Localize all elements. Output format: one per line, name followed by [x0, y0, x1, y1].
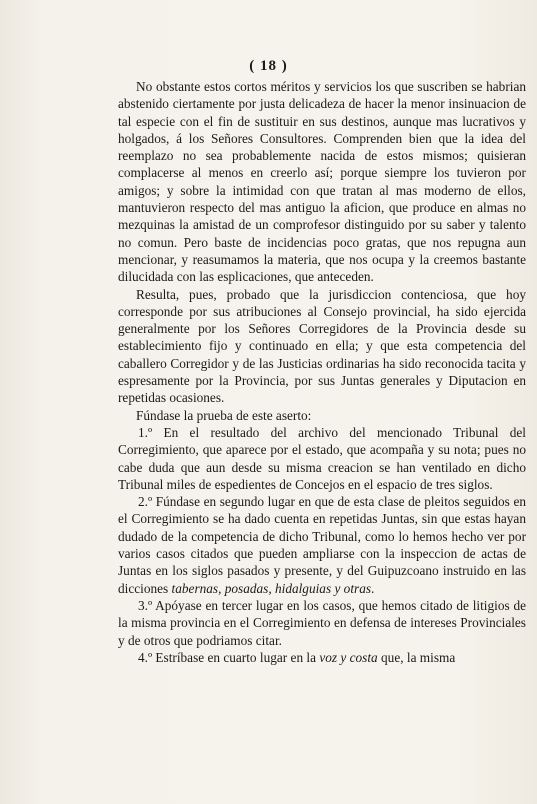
- list-item-second: [118, 493, 526, 597]
- list-item-second-text: 2.º Fúndase en segundo lugar en que de esta clase de pleitos seguidos en el Corregimiento se ha dado cuenta en repetidas Juntas, sin que estas hayan dudado de la competencia de dicho Tribunal, como lo hemos hecho ver por varios casos citados que pueden ampliarse con la inspeccion de actas de Juntas en los siglos pasados y presente, y del Guipuzcoano instruido en las dicciones: [118, 494, 526, 596]
- body-text: [118, 78, 526, 666]
- paragraph-result: [118, 286, 526, 407]
- page-number: ( 18 ): [249, 58, 288, 74]
- list-item-second-tail: .: [371, 580, 375, 596]
- list-item-third: [118, 597, 526, 649]
- paragraph-intro: [118, 78, 526, 286]
- paragraph-intro-text: No obstante estos cortos méritos y servicios los que suscriben se habrian abstenido ciertamente por justa delicadeza de hacer la menor insinuacion de tal especie con el fin de sustituir en sus destinos, aunque mas lucrativos y holgados, á los Señores Consultores. Comprenden bien que la idea del reemplazo no sea probablemente nacida de estos mismos; quisieran complacerse al menos en creerlo así; porque siempre los tuvieron por amigos; y sobre la intimidad con que tratan al mas moderno de ellos, mantuvieron respecto del mas antiguo la aficion, que produce en almas no mezquinas la amistad de un comprofesor distinguido por su saber y talento no comun. Pero baste de incidencias poco gratas, que nos repugna aun mencionar, y reasumamos la materia, que nos ocupa y la creemos bastante dilucidada con las esplicaciones, que anteceden.: [118, 79, 526, 285]
- list-item-third-text: 3.º Apóyase en tercer lugar en los casos, que hemos citado de litigios de la misma provincia en el Corregimiento en defensa de intereses Provinciales y de otros que podriamos citar.: [118, 597, 526, 648]
- list-item-fourth-italic: voz y costa: [319, 649, 378, 665]
- list-item-second-italic: tabernas, posadas, hidalguias y otras: [171, 580, 372, 596]
- paragraph-proof-heading-text: Fúndase la prueba de este aserto:: [136, 407, 312, 423]
- list-item-first-text: 1.º En el resultado del archivo del mencionado Tribunal del Corregimiento, que aparece por el estado, que acompaña y su nota; pues no cabe duda que aun desde su misma creacion se han ventilado en dicho Tribunal miles de espedientes de Concejos en el espacio de tres siglos.: [118, 424, 526, 492]
- list-item-fourth-tail: que, la misma: [377, 649, 456, 665]
- list-item-first: [118, 424, 526, 493]
- list-item-fourth: [118, 649, 526, 666]
- paragraph-proof-heading: [118, 407, 526, 424]
- list-item-fourth-text: 4.º Estríbase en cuarto lugar en la: [138, 649, 317, 665]
- paragraph-result-text: Resulta, pues, probado que la jurisdiccion contenciosa, que hoy corresponde por sus atribuciones al Consejo provincial, ha sido ejercida generalmente por los Señores Corregidores de la Provincia desde su establecimiento fijo y continuado en ella; y que esta competencia del caballero Corregidor y de las Justicias ordinarias ha sido reconocida tacita y espresamente por la Provincia, por sus Juntas generales y Diputacion en repetidas ocasiones.: [118, 286, 526, 406]
